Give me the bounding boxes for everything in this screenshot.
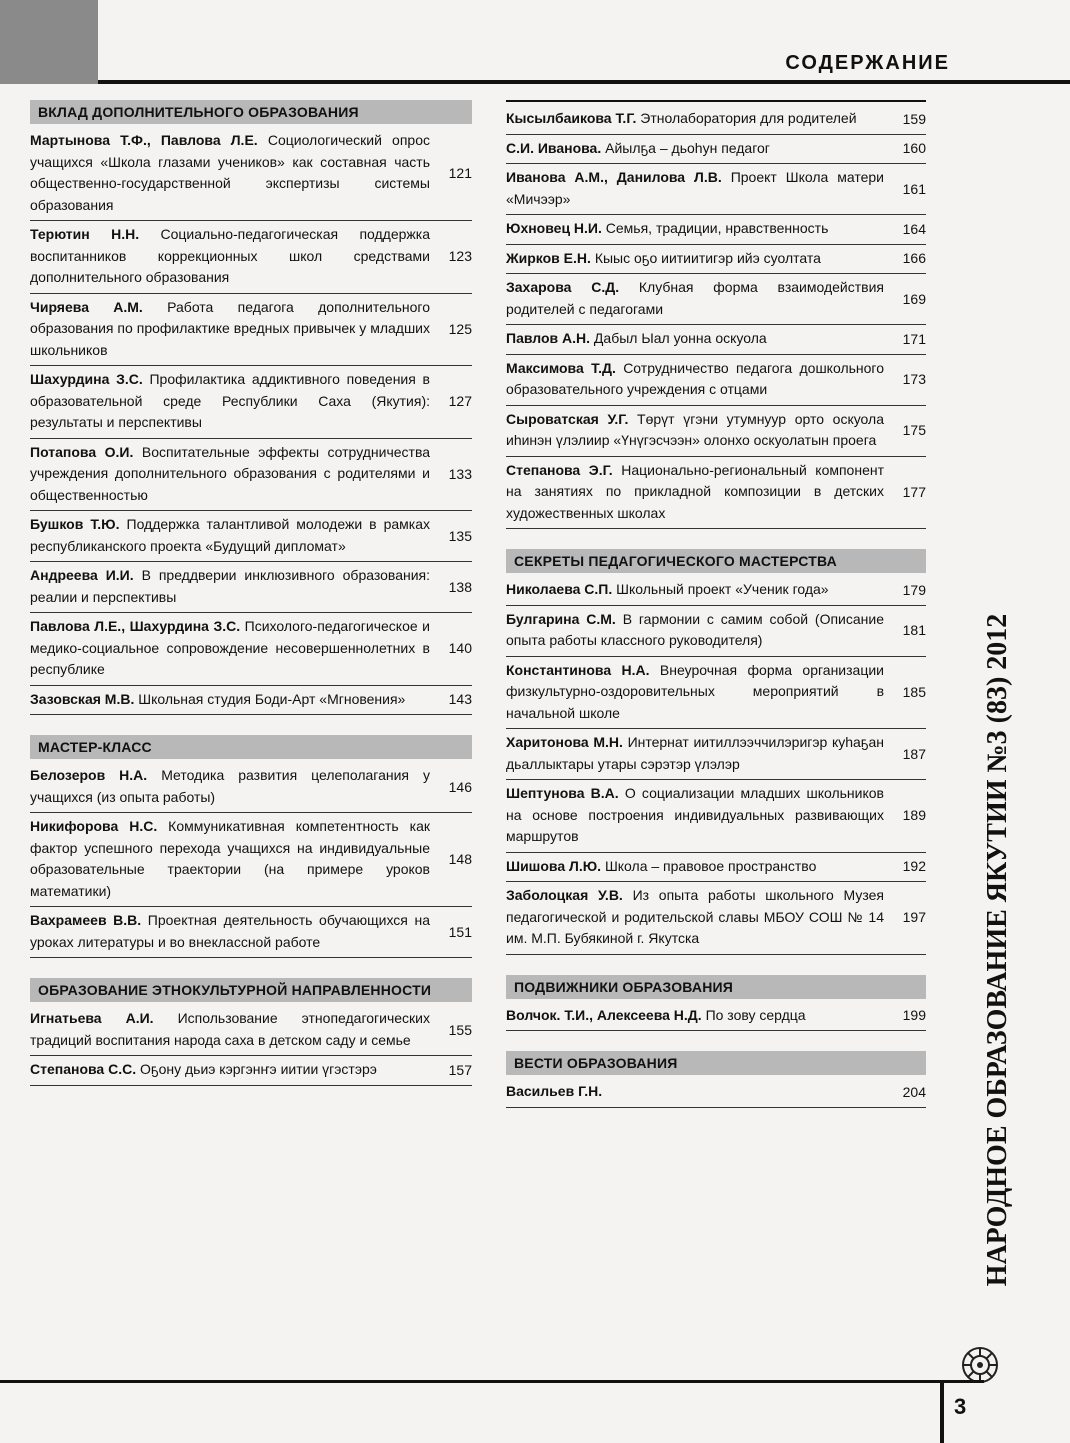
toc-entry <box>506 135 926 165</box>
entry-title: Интернат иитиллээччилэригэр куһаҕан дьаллыктары утары сэрэтэр үлэлэр <box>506 734 884 772</box>
entry-page-number: 138 <box>448 578 472 595</box>
entry-page-number: 185 <box>902 683 926 700</box>
entry-text <box>30 224 430 289</box>
entry-title: Использование этнопедагогических традиций воспитания народа саха в детском саду и семье <box>30 1010 430 1048</box>
entry-text <box>30 910 430 953</box>
entry-author: Николаева С.П. <box>506 581 613 597</box>
entry-author: Бушков Т.Ю. <box>30 516 120 532</box>
section-header: ВЕСТИ ОБРАЗОВАНИЯ <box>506 1051 926 1075</box>
entry-text <box>506 108 884 130</box>
entry-page-number: 143 <box>448 691 472 708</box>
entry-author: Потапова О.И. <box>30 443 134 460</box>
section-header: МАСТЕР-КЛАСС <box>30 735 472 759</box>
entry-author: Павлова Л.Е., Шахурдина З.С. <box>30 618 241 634</box>
entry-title: Клубная форма взаимодействия родителей с педагогами <box>506 279 884 317</box>
entry-text <box>506 1081 884 1103</box>
entry-author: Белозеров Н.А. <box>30 767 148 783</box>
page-number: 3 <box>954 1394 967 1419</box>
entry-text <box>506 1005 884 1027</box>
entry-title: Работа педагога дополнительного образования по профилактике вредных привычек у младших школьников <box>30 298 430 358</box>
entry-title: Школьная студия Боди-Арт «Мгновения» <box>138 690 406 707</box>
entry-author: Захарова С.Д. <box>506 279 620 295</box>
toc-entry <box>506 1078 926 1108</box>
entry-page-number: 177 <box>902 483 926 500</box>
entry-page-number: 121 <box>448 165 472 181</box>
entry-title: Методика развития целеполагания у учащихся (из опыта работы) <box>30 767 431 805</box>
journal-emblem-icon <box>960 1345 1000 1385</box>
toc-entry <box>506 355 926 406</box>
entry-title: Национально-региональный компонент на занятиях по прикладной композиции в детских художественных школах <box>506 461 885 521</box>
toc-entry <box>506 1002 926 1032</box>
entry-page-number: 189 <box>902 807 926 824</box>
toc-entry <box>506 576 926 606</box>
toc-entry <box>30 907 472 958</box>
entry-title: Кыыс оҕо иитиитигэр ийэ суолтата <box>594 249 821 266</box>
entry-author: Васильев Г.Н. <box>506 1083 603 1099</box>
section-header <box>506 100 926 102</box>
section-gap <box>30 715 472 735</box>
entry-text <box>30 442 430 507</box>
toc-entry <box>506 245 926 275</box>
entry-page-number: 166 <box>902 250 926 267</box>
entry-page-number: 148 <box>448 851 472 867</box>
entry-text <box>506 660 884 725</box>
toc-entry <box>506 882 926 955</box>
entry-text <box>506 609 884 652</box>
entry-title: Проектная деятельность обучающихся на уроках литературы и во внеклассной работе <box>30 912 431 950</box>
section-gap <box>506 529 926 549</box>
section-gap <box>506 1031 926 1051</box>
toc-entry <box>506 606 926 657</box>
entry-page-number: 164 <box>902 220 926 237</box>
entry-author: Юхновец Н.И. <box>506 220 602 236</box>
entry-title: Поддержка талантливой молодежи в рамках республиканского проекта «Будущий дипломат» <box>30 516 430 554</box>
toc-entry <box>30 366 472 439</box>
entry-page-number: 179 <box>902 581 926 598</box>
toc-entry <box>506 274 926 325</box>
toc-entry <box>30 562 472 613</box>
entry-page-number: 146 <box>448 778 472 795</box>
toc-entry <box>506 105 926 135</box>
entry-title: По зову сердца <box>705 1006 806 1023</box>
top-rule <box>98 80 1070 84</box>
section-header: ПОДВИЖНИКИ ОБРАЗОВАНИЯ <box>506 975 926 999</box>
entry-page-number: 133 <box>448 465 472 482</box>
section-header: ОБРАЗОВАНИЕ ЭТНОКУЛЬТУРНОЙ НАПРАВЛЕННОСТИ <box>30 978 472 1002</box>
entry-author: Максимова Т.Д. <box>506 359 616 376</box>
entry-page-number: 171 <box>902 330 926 347</box>
entry-title: Семья, традиции, нравственность <box>605 220 829 236</box>
entry-author: Терютин Н.Н. <box>30 226 140 242</box>
entry-author: Иванова А.М., Данилова Л.В. <box>506 169 722 185</box>
entry-text <box>506 409 884 452</box>
entry-page-number: 204 <box>902 1083 926 1100</box>
entry-page-number: 187 <box>902 745 926 762</box>
toc-entry <box>506 215 926 245</box>
entry-text <box>30 1059 430 1081</box>
entry-text <box>30 689 430 711</box>
section-gap <box>506 955 926 975</box>
entry-author: Заболоцкая У.В. <box>506 887 623 903</box>
journal-spine <box>950 540 1013 1360</box>
corner-block <box>0 0 98 84</box>
bottom-rule <box>0 1380 940 1383</box>
entry-title: Айылҕа – дьоһун педагог <box>605 139 770 156</box>
entry-page-number: 157 <box>448 1061 472 1078</box>
entry-author: Жирков Е.Н. <box>506 249 591 266</box>
entry-text <box>30 816 430 902</box>
entry-page-number: 173 <box>902 371 926 387</box>
entry-page-number: 127 <box>448 393 472 410</box>
entry-title: Проект Школа матери «Мичээр» <box>506 169 884 207</box>
entry-text <box>30 369 430 434</box>
entry-title: Сотрудничество педагога дошкольного образовательного учреждения с отцами <box>506 359 885 397</box>
entry-page-number: 192 <box>902 858 926 875</box>
entry-page-number: 169 <box>902 290 926 307</box>
entry-author: Павлов А.Н. <box>506 330 591 346</box>
toc-entry <box>506 780 926 853</box>
entry-title: Психолого-педагогическое и медико-социальное сопровождение несовершеннолетних в республике <box>30 618 430 677</box>
entry-page-number: 123 <box>448 248 472 265</box>
entry-title: Профилактика аддиктивного поведения в образовательной среде Республики Саха (Якутия): результаты и перспективы <box>30 371 430 430</box>
entry-text <box>30 616 430 681</box>
toc-entry <box>506 406 926 457</box>
entry-author: Мартынова Т.Ф., Павлова Л.Е. <box>30 132 258 148</box>
toc-entry <box>506 853 926 883</box>
toc-entry <box>30 686 472 716</box>
entry-text <box>506 358 884 401</box>
entry-title: Этнолаборатория для родителей <box>640 110 857 126</box>
entry-page-number: 125 <box>448 320 472 337</box>
toc-entry <box>506 457 926 530</box>
entry-text <box>506 138 884 160</box>
section-header: ВКЛАД ДОПОЛНИТЕЛЬНОГО ОБРАЗОВАНИЯ <box>30 100 472 124</box>
entry-author: Степанова С.С. <box>30 1061 137 1077</box>
entry-author: Шептунова В.А. <box>506 785 619 801</box>
toc-entry <box>30 613 472 686</box>
entry-author: Андреева И.И. <box>30 567 134 583</box>
entry-title: Социологический опрос учащихся «Школа глазами учеников» как составная часть общественно-государственной экспертизы системы образования <box>30 132 430 213</box>
entry-author: Кысылбаикова Т.Г. <box>506 110 637 126</box>
entry-title: Школьный проект «Ученик года» <box>616 581 829 597</box>
entry-page-number: 159 <box>902 110 926 127</box>
entry-author: Сыроватская У.Г. <box>506 410 629 427</box>
entry-text <box>30 1008 430 1051</box>
entry-author: Волчок. Т.И., Алексеева Н.Д. <box>506 1006 702 1023</box>
toc-entry <box>30 294 472 367</box>
entry-text <box>506 732 884 775</box>
toc-entry <box>506 325 926 355</box>
entry-author: С.И. Иванова. <box>506 139 602 156</box>
entry-text <box>506 277 884 320</box>
entry-author: Харитонова М.Н. <box>506 734 623 750</box>
entry-author: Константинова Н.А. <box>506 661 650 678</box>
entry-title: Школа – правовое пространство <box>604 857 817 874</box>
entry-text <box>506 885 884 950</box>
entry-author: Шишова Л.Ю. <box>506 857 602 874</box>
entry-title: Коммуникативная компетентность как фактор успешного перехода учащихся на индивидуальные образовательные траектории (на примере уроков математики) <box>30 818 430 899</box>
entry-text <box>506 579 884 601</box>
section-header: СЕКРЕТЫ ПЕДАГОГИЧЕСКОГО МАСТЕРСТВА <box>506 549 926 573</box>
entry-author: Степанова Э.Г. <box>506 461 613 478</box>
toc-entry <box>30 1056 472 1086</box>
entry-author: Зазовская М.В. <box>30 690 135 707</box>
entry-title: Оҕону дьиэ кэргэнҥэ иитии үгэстэрэ <box>140 1061 377 1077</box>
entry-author: Шахурдина З.С. <box>30 371 143 387</box>
journal-title: НАРОДНОЕ ОБРАЗОВАНИЕ ЯКУТИИ №3 (83) 2012 <box>982 613 1013 1287</box>
entry-text <box>506 856 884 878</box>
toc-entry <box>30 762 472 813</box>
entry-text <box>30 297 430 362</box>
entry-text <box>506 328 884 350</box>
entry-text <box>506 460 884 525</box>
toc-entry <box>506 729 926 780</box>
entry-title: Внеурочная форма организации физкультурно-оздоровительных мероприятий в начальной школе <box>506 661 884 721</box>
entry-author: Булгарина С.М. <box>506 610 616 627</box>
entry-title: Төрүт үгэни утумнуур орто оскуола иһинэн үлэлиир «Үнүгэсчээн» олонхо оскуолатын проега <box>506 410 884 448</box>
entry-title: Дабыл Ыал уонна оскуола <box>593 330 767 346</box>
entry-text <box>30 130 430 216</box>
toc-column-left <box>30 100 472 1086</box>
entry-page-number: 199 <box>902 1007 926 1024</box>
entry-page-number: 160 <box>902 140 926 157</box>
toc-entry <box>30 813 472 907</box>
toc-entry <box>30 439 472 512</box>
toc-entry <box>506 657 926 730</box>
page-title: СОДЕРЖАНИЕ <box>785 52 950 74</box>
entry-author: Чиряева А.М. <box>30 298 143 315</box>
entry-page-number: 155 <box>448 1021 472 1038</box>
toc-entry <box>506 164 926 215</box>
entry-title: О социализации младших школьников на основе построения индивидуальных развивающих маршрутов <box>506 785 884 844</box>
toc-column-right <box>506 100 926 1108</box>
toc-entry <box>30 127 472 221</box>
entry-title: Из опыта работы школьного Музея педагогической и родительской славы МБОУ СОШ № 14 им. М.П. Бубякиной г. Якутска <box>506 887 884 946</box>
entry-page-number: 140 <box>448 640 472 657</box>
entry-page-number: 135 <box>448 527 472 544</box>
toc-entry <box>30 221 472 294</box>
toc-entry <box>30 1005 472 1056</box>
entry-page-number: 197 <box>902 909 926 926</box>
entry-author: Никифорова Н.С. <box>30 818 158 834</box>
entry-text <box>506 783 884 848</box>
entry-title: В гармонии с самим собой (Описание опыта работы классного руководителя) <box>506 610 884 648</box>
entry-text <box>30 765 430 808</box>
entry-text <box>506 167 884 210</box>
section-gap <box>30 958 472 978</box>
toc-entry <box>30 511 472 562</box>
entry-author: Вахрамеев В.В. <box>30 912 142 928</box>
entry-page-number: 175 <box>902 422 926 438</box>
entry-text <box>506 218 884 240</box>
entry-author: Игнатьева А.И. <box>30 1010 154 1026</box>
entry-title: Воспитательные эффекты сотрудничества учреждения дополнительного образования с родителями и общественностью <box>30 443 431 503</box>
entry-title: Социально-педагогическая поддержка воспитанников коррекционных школ средствами дополнительного образования <box>30 226 431 285</box>
entry-page-number: 161 <box>902 180 926 197</box>
entry-text <box>30 514 430 557</box>
entry-page-number: 151 <box>448 923 472 940</box>
entry-page-number: 181 <box>902 622 926 638</box>
entry-text <box>506 248 884 270</box>
entry-text <box>30 565 430 608</box>
entry-title: В преддверии инклюзивного образования: реалии и перспективы <box>30 567 430 605</box>
